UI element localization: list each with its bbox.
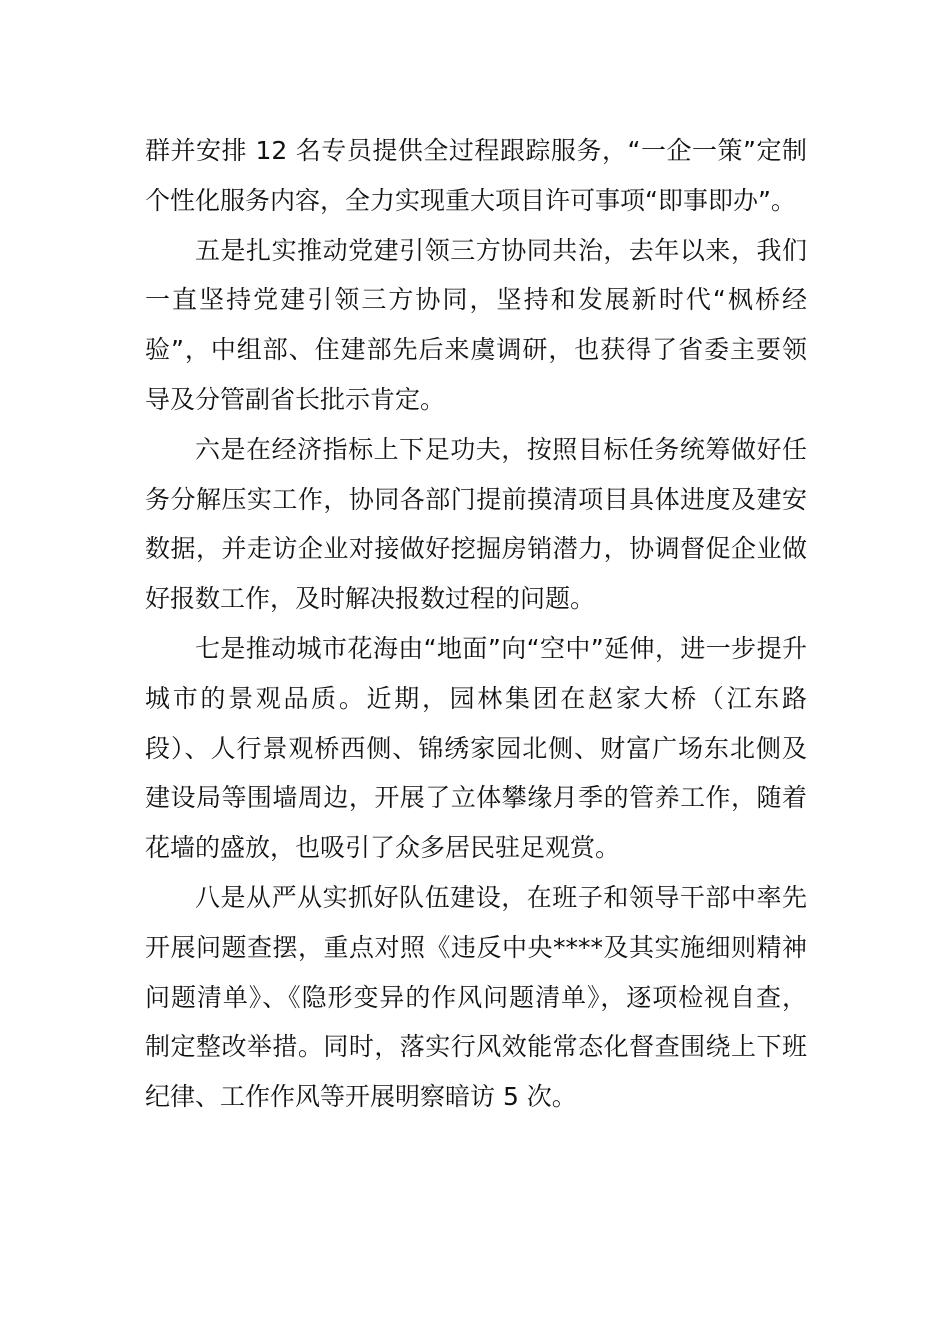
paragraph-1: 群并安排 12 名专员提供全过程跟踪服务，“一企一策”定制个性化服务内容，全力实现重大项目许可事项“即事即办”。 (145, 136, 807, 215)
paragraph-5: 八是从严从实抓好队伍建设，在班子和领导干部中率先开展问题查摆，重点对照《违反中央****及其实施细则精神问题清单》、《隐形变异的作风问题清单》，逐项检视自查，制定整改举措。同时，落实行风效能常态化督查围绕上下班纪律、工作作风等开展明察暗访 5 次。 (145, 882, 807, 1112)
paragraph-2: 五是扎实推动党建引领三方协同共治，去年以来，我们一直坚持党建引领三方协同，坚持和发展新时代“枫桥经验”，中组部、住建部先后来虞调研，也获得了省委主要领导及分管副省长批示肯定。 (145, 235, 807, 414)
paragraph-4: 七是推动城市花海由“地面”向“空中”延伸，进一步提升城市的景观品质。近期，园林集团在赵家大桥（江东路段）、人行景观桥西侧、锦绣家园北侧、财富广场东北侧及建设局等围墙周边，开展了立体攀缘月季的管养工作，随着花墙的盛放，也吸引了众多居民驻足观赏。 (145, 633, 807, 863)
document-body (145, 126, 807, 1122)
paragraph-3: 六是在经济指标上下足功夫，按照目标任务统筹做好任务分解压实工作，协同各部门提前摸清项目具体进度及建安数据，并走访企业对接做好挖掘房销潜力，协调督促企业做好报数工作，及时解决报数过程的问题。 (145, 434, 807, 614)
